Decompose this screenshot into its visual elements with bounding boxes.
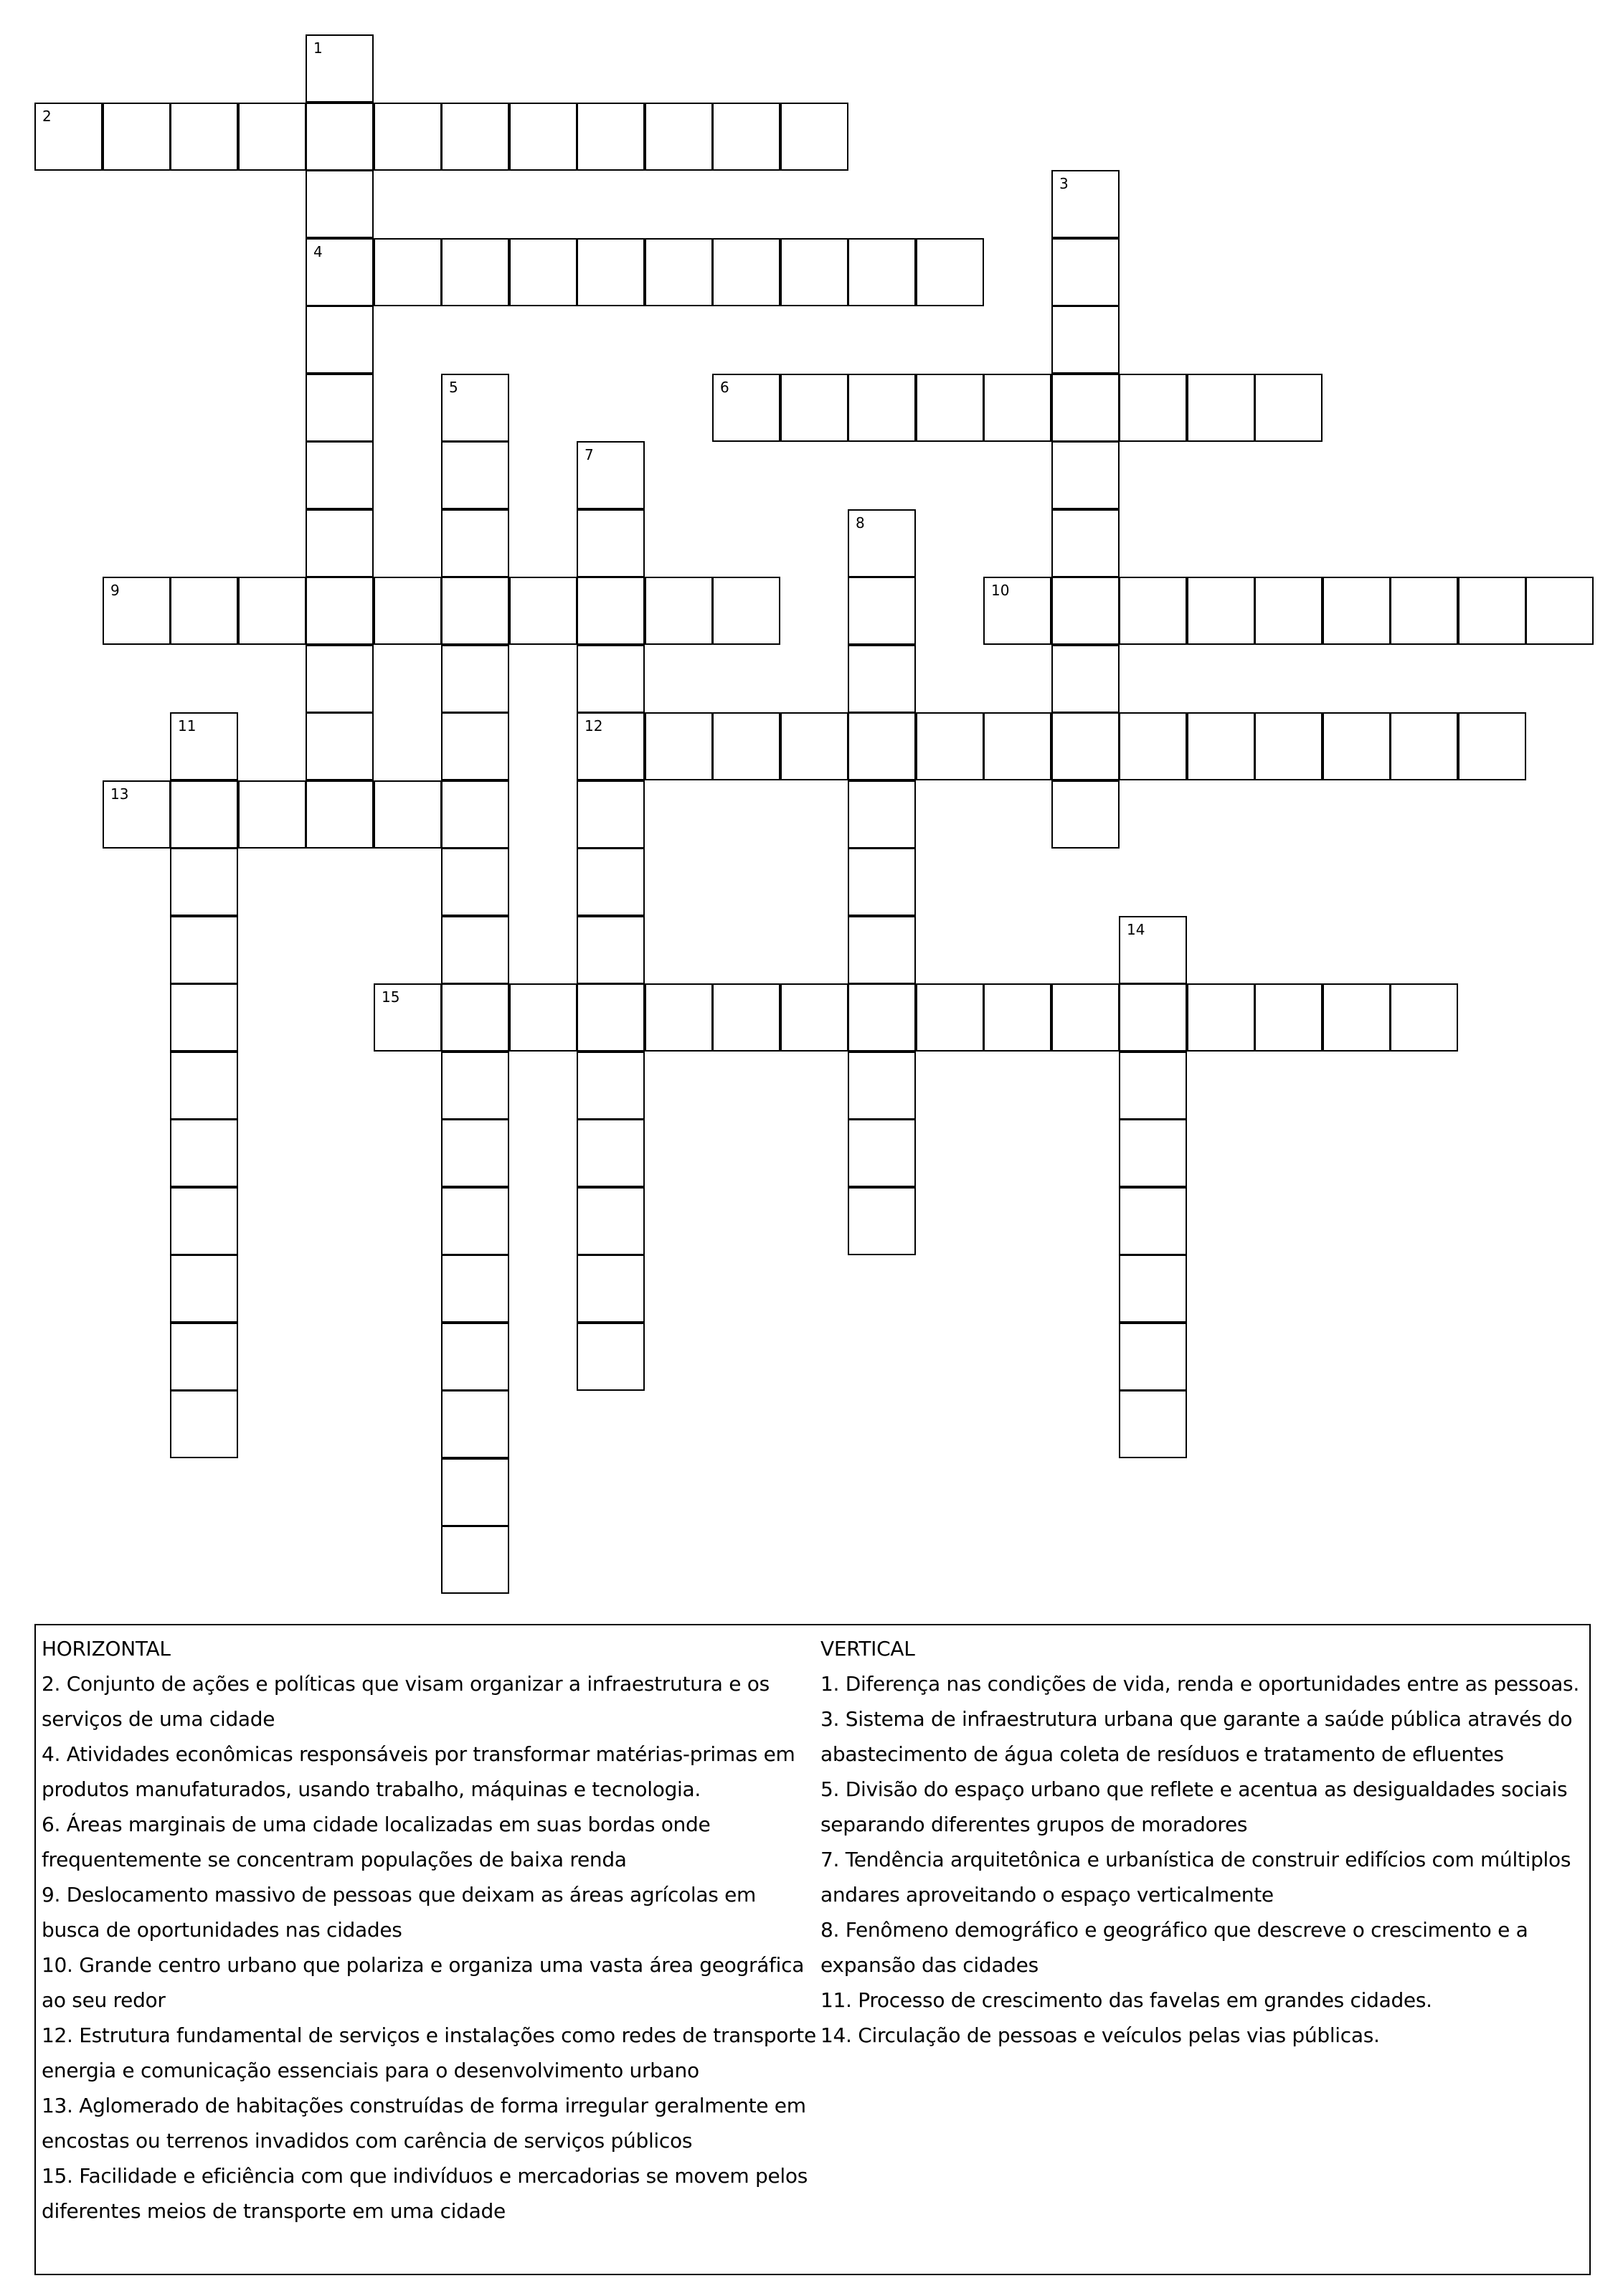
crossword-cell[interactable]: [170, 848, 238, 916]
clue-number: 4: [313, 243, 323, 260]
crossword-cell[interactable]: [712, 983, 780, 1052]
crossword-cell[interactable]: [645, 712, 713, 780]
clue-v-3: 3. Sistema de infraestrutura urbana que garante a saúde pública através do abastecimento de água coleta de resíduos e tratamento de efluentes: [820, 1707, 1573, 1766]
crossword-cell[interactable]: [374, 238, 442, 306]
crossword-cell[interactable]: [848, 1119, 916, 1187]
crossword-cell[interactable]: [848, 577, 916, 645]
clue-number: 12: [585, 717, 603, 734]
crossword-cell[interactable]: [441, 1052, 509, 1120]
clue-h-12: 12. Estrutura fundamental de serviços e instalações como redes de transporte energia e comunicação essenciais para o desenvolvimento urbano: [42, 2023, 816, 2082]
clue-h-10: 10. Grande centro urbano que polariza e organiza uma vasta área geográfica ao seu redor: [42, 1953, 805, 2012]
crossword-cell[interactable]: [916, 238, 984, 306]
crossword-cell[interactable]: [645, 103, 713, 171]
crossword-cell[interactable]: [1323, 577, 1391, 645]
clue-v-5: 5. Divisão do espaço urbano que reflete e acentua as desigualdades sociais separando diferentes grupos de moradores: [820, 1777, 1568, 1836]
crossword-cell[interactable]: [1119, 916, 1187, 984]
crossword-cell[interactable]: [306, 238, 374, 306]
crossword-cell[interactable]: [848, 645, 916, 713]
crossword-cell[interactable]: [577, 983, 645, 1052]
crossword-cell[interactable]: [374, 103, 442, 171]
crossword-cell[interactable]: [306, 306, 374, 374]
crossword-cell[interactable]: [103, 103, 171, 171]
crossword-cell[interactable]: [441, 374, 509, 442]
crossword-cell[interactable]: [238, 103, 306, 171]
crossword-cell[interactable]: [170, 1187, 238, 1255]
crossword-cell[interactable]: [1119, 1119, 1187, 1187]
crossword-cell[interactable]: [1390, 712, 1458, 780]
crossword-cell[interactable]: [441, 983, 509, 1052]
clue-number: 13: [110, 785, 129, 803]
crossword-cell[interactable]: [1119, 1390, 1187, 1458]
crossword-cell[interactable]: [1051, 712, 1120, 780]
clue-v-1: 1. Diferença nas condições de vida, renda e oportunidades entre as pessoas.: [820, 1672, 1579, 1696]
clue-number: 10: [991, 582, 1010, 599]
crossword-cell[interactable]: [1051, 780, 1120, 849]
crossword-cell[interactable]: [848, 780, 916, 849]
crossword-cell[interactable]: [509, 238, 577, 306]
crossword-cell[interactable]: [780, 103, 848, 171]
crossword-cell[interactable]: [1323, 983, 1391, 1052]
crossword-cell[interactable]: [577, 1187, 645, 1255]
crossword-cell[interactable]: [441, 916, 509, 984]
crossword-cell[interactable]: [1187, 712, 1255, 780]
crossword-cell[interactable]: [645, 983, 713, 1052]
crossword-cell[interactable]: [712, 238, 780, 306]
crossword-cell[interactable]: [645, 577, 713, 645]
crossword-cell[interactable]: [306, 374, 374, 442]
crossword-cell[interactable]: [306, 441, 374, 509]
crossword-cell[interactable]: [509, 103, 577, 171]
crossword-cell[interactable]: [170, 1119, 238, 1187]
vertical-heading: VERTICAL: [820, 1637, 915, 1660]
crossword-cell[interactable]: [848, 916, 916, 984]
clue-number: 6: [720, 379, 729, 396]
crossword-cell[interactable]: [306, 712, 374, 780]
crossword-cell[interactable]: [1119, 1255, 1187, 1323]
crossword-cell[interactable]: [577, 1052, 645, 1120]
crossword-cell[interactable]: [1119, 577, 1187, 645]
clue-v-7: 7. Tendência arquitetônica e urbanística de construir edifícios com múltiplos andares aproveitando o espaço verticalmente: [820, 1848, 1571, 1907]
crossword-cell[interactable]: [577, 577, 645, 645]
crossword-cell[interactable]: [1119, 1187, 1187, 1255]
crossword-cell[interactable]: [848, 374, 916, 442]
crossword-cell[interactable]: [712, 712, 780, 780]
crossword-cell[interactable]: [509, 983, 577, 1052]
clue-number: 1: [313, 39, 323, 57]
crossword-cell[interactable]: [441, 780, 509, 849]
crossword-cell[interactable]: [441, 712, 509, 780]
crossword-cell[interactable]: [1390, 577, 1458, 645]
crossword-cell[interactable]: [1254, 712, 1323, 780]
crossword-cell[interactable]: [983, 712, 1051, 780]
crossword-cell[interactable]: [577, 1323, 645, 1391]
vertical-clues-column: [820, 1631, 1581, 2053]
crossword-cell[interactable]: [1458, 577, 1526, 645]
crossword-cell[interactable]: [441, 645, 509, 713]
crossword-cell[interactable]: [441, 103, 509, 171]
crossword-cell[interactable]: [848, 509, 916, 577]
crossword-cell[interactable]: [238, 577, 306, 645]
crossword-cell[interactable]: [374, 983, 442, 1052]
crossword-cell[interactable]: [374, 577, 442, 645]
clue-number: 11: [178, 717, 197, 734]
crossword-cell[interactable]: [1051, 306, 1120, 374]
crossword-cell[interactable]: [848, 1052, 916, 1120]
crossword-cell[interactable]: [848, 983, 916, 1052]
crossword-cell[interactable]: [441, 441, 509, 509]
crossword-cell[interactable]: [441, 238, 509, 306]
clue-number: 3: [1059, 175, 1069, 192]
crossword-cell[interactable]: [441, 577, 509, 645]
clue-h-4: 4. Atividades econômicas responsáveis por transformar matérias-primas em produtos manufaturados, usando trabalho, máquinas e tecnologia.: [42, 1742, 795, 1801]
clue-number: 9: [110, 582, 120, 599]
crossword-cell[interactable]: [441, 1390, 509, 1458]
crossword-cell[interactable]: [306, 780, 374, 849]
crossword-cell[interactable]: [170, 712, 238, 780]
crossword-cell[interactable]: [1390, 983, 1458, 1052]
crossword-cell[interactable]: [577, 509, 645, 577]
crossword-cell[interactable]: [916, 983, 984, 1052]
crossword-cell[interactable]: [645, 238, 713, 306]
crossword-cell[interactable]: [441, 1255, 509, 1323]
crossword-cell[interactable]: [712, 103, 780, 171]
crossword-cell[interactable]: [712, 374, 780, 442]
clue-number: 5: [449, 379, 458, 396]
crossword-cell[interactable]: [441, 1323, 509, 1391]
crossword-cell[interactable]: [238, 780, 306, 849]
clue-v-8: 8. Fenômeno demográfico e geográfico que descreve o crescimento e a expansão das cidades: [820, 1918, 1528, 1977]
crossword-cell[interactable]: [1051, 577, 1120, 645]
clue-number: 8: [856, 514, 865, 532]
crossword-cell[interactable]: [780, 983, 848, 1052]
crossword-cell[interactable]: [441, 509, 509, 577]
crossword-cell[interactable]: [1254, 983, 1323, 1052]
horizontal-heading: HORIZONTAL: [42, 1637, 171, 1660]
crossword-cell[interactable]: [170, 983, 238, 1052]
crossword-cell[interactable]: [848, 1187, 916, 1255]
crossword-cell[interactable]: [780, 712, 848, 780]
crossword-cell[interactable]: [983, 374, 1051, 442]
crossword-cell[interactable]: [983, 577, 1051, 645]
crossword-cell[interactable]: [916, 712, 984, 780]
crossword-cell[interactable]: [1051, 238, 1120, 306]
crossword-cell[interactable]: [170, 916, 238, 984]
crossword-cell[interactable]: [577, 645, 645, 713]
crossword-cell[interactable]: [1458, 712, 1526, 780]
crossword-cell[interactable]: [1187, 577, 1255, 645]
clues-box: [34, 1624, 1591, 2275]
crossword-cell[interactable]: [1119, 1323, 1187, 1391]
crossword-cell[interactable]: [577, 848, 645, 916]
crossword-cell[interactable]: [441, 848, 509, 916]
crossword-cell[interactable]: [1051, 983, 1120, 1052]
clue-number: 7: [585, 446, 594, 463]
crossword-cell[interactable]: [306, 170, 374, 238]
crossword-cell[interactable]: [848, 238, 916, 306]
crossword-cell[interactable]: [1187, 374, 1255, 442]
crossword-cell[interactable]: [1187, 983, 1255, 1052]
crossword-cell[interactable]: [170, 1390, 238, 1458]
crossword-cell[interactable]: [780, 374, 848, 442]
clue-h-2: 2. Conjunto de ações e políticas que visam organizar a infraestrutura e os serviços de uma cidade: [42, 1672, 770, 1731]
crossword-cell[interactable]: [306, 34, 374, 103]
crossword-cell[interactable]: [306, 645, 374, 713]
clue-v-14: 14. Circulação de pessoas e veículos pelas vias públicas.: [820, 2023, 1380, 2047]
crossword-cell[interactable]: [509, 577, 577, 645]
crossword-cell[interactable]: [848, 712, 916, 780]
crossword-cell[interactable]: [441, 1526, 509, 1594]
clue-h-15: 15. Facilidade e eficiência com que indivíduos e mercadorias se movem pelos diferentes meios de transporte em uma cidade: [42, 2164, 808, 2223]
crossword-cell[interactable]: [1525, 577, 1594, 645]
crossword-cell[interactable]: [1254, 577, 1323, 645]
clue-v-11: 11. Processo de crescimento das favelas em grandes cidades.: [820, 1988, 1432, 2012]
crossword-cell[interactable]: [1119, 983, 1187, 1052]
clue-number: 14: [1127, 921, 1145, 938]
crossword-cell[interactable]: [170, 1323, 238, 1391]
crossword-cell[interactable]: [577, 1255, 645, 1323]
crossword-cell[interactable]: [577, 780, 645, 849]
crossword-cell[interactable]: [1051, 645, 1120, 713]
crossword-cell[interactable]: [577, 103, 645, 171]
crossword-cell[interactable]: [170, 577, 238, 645]
crossword-cell[interactable]: [441, 1119, 509, 1187]
crossword-cell[interactable]: [780, 238, 848, 306]
clue-number: 2: [42, 108, 52, 125]
crossword-cell[interactable]: [441, 1458, 509, 1526]
crossword-cell[interactable]: [1323, 712, 1391, 780]
crossword-cell[interactable]: [1051, 374, 1120, 442]
crossword-cell[interactable]: [1051, 509, 1120, 577]
crossword-cell[interactable]: [170, 103, 238, 171]
crossword-cell[interactable]: [1254, 374, 1323, 442]
crossword-cell[interactable]: [441, 1187, 509, 1255]
crossword-cell[interactable]: [577, 1119, 645, 1187]
crossword-cell[interactable]: [1119, 374, 1187, 442]
crossword-cell[interactable]: [34, 103, 103, 171]
crossword-cell[interactable]: [103, 780, 171, 849]
crossword-cell[interactable]: [1119, 712, 1187, 780]
crossword-cell[interactable]: [712, 577, 780, 645]
horizontal-clues-column: [42, 1631, 816, 2229]
crossword-cell[interactable]: [1051, 441, 1120, 509]
crossword-cell[interactable]: [306, 577, 374, 645]
crossword-cell[interactable]: [306, 509, 374, 577]
crossword-cell[interactable]: [103, 577, 171, 645]
crossword-cell[interactable]: [170, 1255, 238, 1323]
crossword-cell[interactable]: [374, 780, 442, 849]
crossword-cell[interactable]: [1119, 1052, 1187, 1120]
crossword-cell[interactable]: [170, 1052, 238, 1120]
clue-h-13: 13. Aglomerado de habitações construídas de forma irregular geralmente em encostas ou terrenos invadidos com carência de serviços públicos: [42, 2094, 806, 2153]
crossword-cell[interactable]: [577, 441, 645, 509]
crossword-cell[interactable]: [306, 103, 374, 171]
clue-number: 15: [382, 988, 400, 1006]
crossword-cell[interactable]: [848, 848, 916, 916]
clue-h-6: 6. Áreas marginais de uma cidade localizadas em suas bordas onde frequentemente se concentram populações de baixa renda: [42, 1813, 711, 1871]
crossword-cell[interactable]: [1051, 170, 1120, 238]
clue-h-9: 9. Deslocamento massivo de pessoas que deixam as áreas agrícolas em busca de oportunidades nas cidades: [42, 1883, 757, 1942]
crossword-cell[interactable]: [577, 238, 645, 306]
crossword-cell[interactable]: [916, 374, 984, 442]
crossword-cell[interactable]: [577, 712, 645, 780]
crossword-cell[interactable]: [170, 780, 238, 849]
crossword-cell[interactable]: [577, 916, 645, 984]
crossword-cell[interactable]: [983, 983, 1051, 1052]
